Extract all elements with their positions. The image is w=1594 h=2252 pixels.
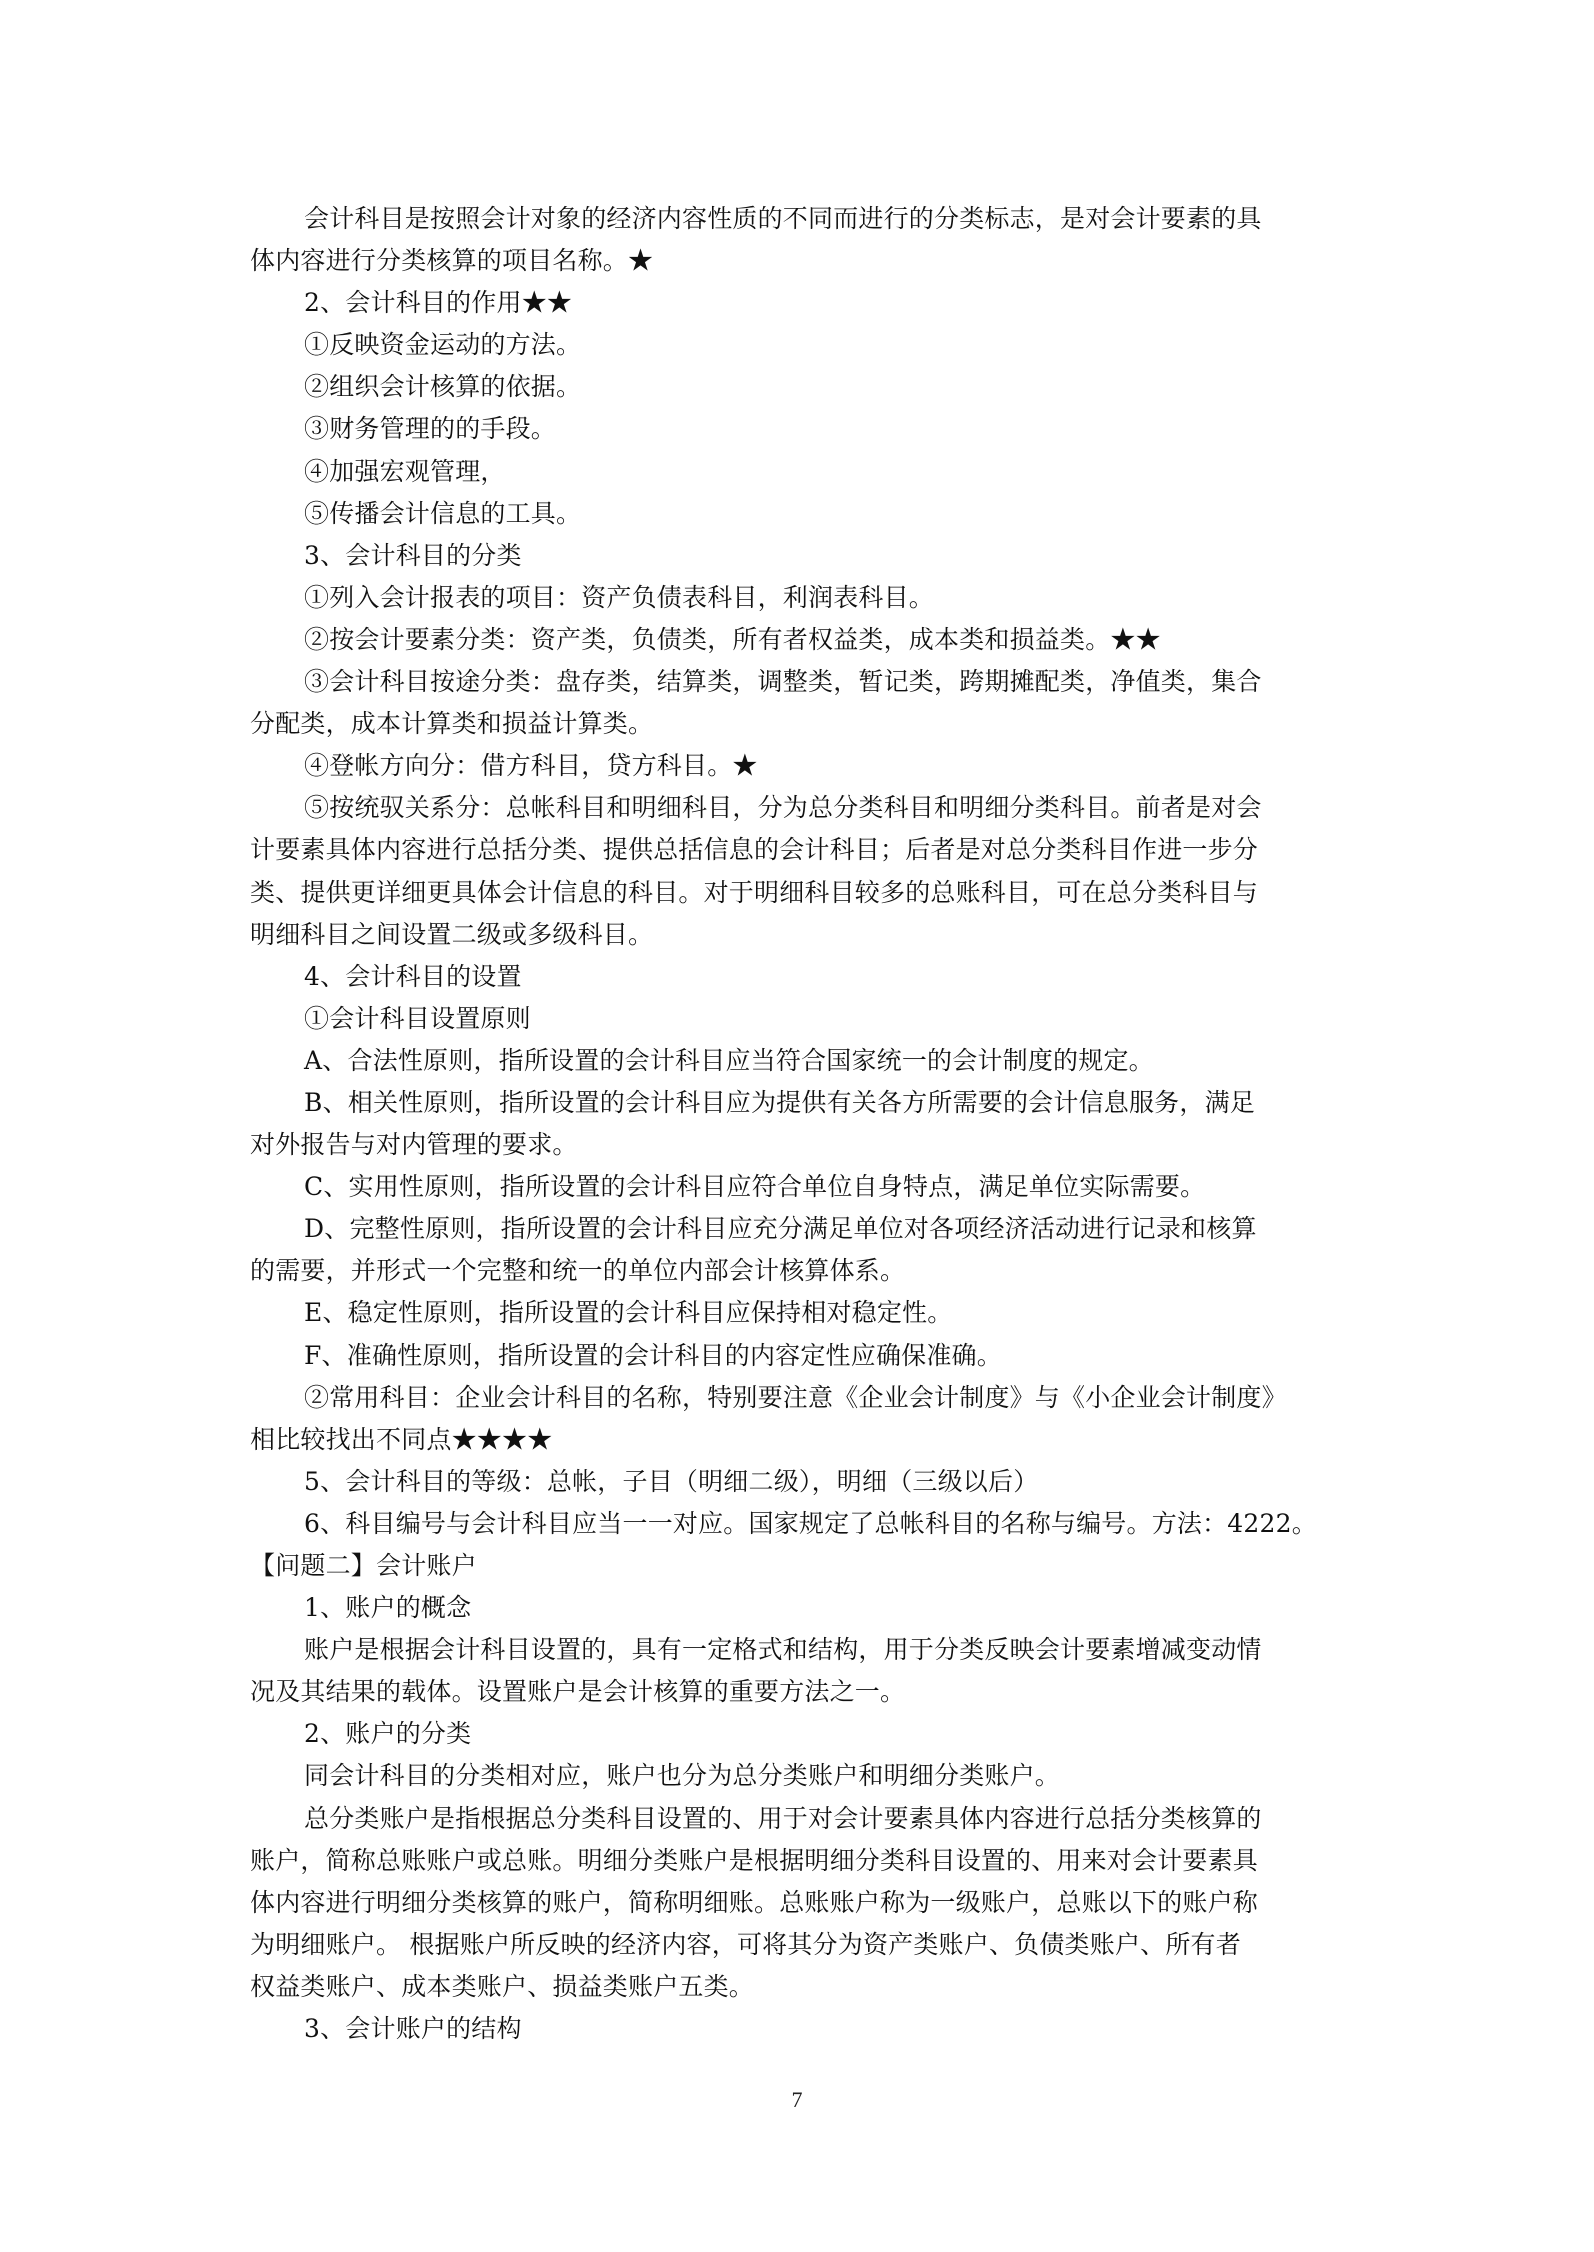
list-item: ①列入会计报表的项目：资产负债表科目，利润表科目。	[304, 582, 935, 612]
list-item: ②常用科目：企业会计科目的名称，特别要注意《企业会计制度》与《小企业会计制度》	[304, 1382, 1287, 1412]
paragraph-line: 计要素具体内容进行总括分类、提供总括信息的会计科目；后者是对总分类科目作进一步分	[250, 835, 1259, 865]
paragraph-line: 账户，简称总账账户或总账。明细分类账户是根据明细分类科目设置的、用来对会计要素具	[250, 1845, 1259, 1875]
paragraph-line: 为明细账户。 根据账户所反映的经济内容，可将其分为资产类账户、负债类账户、所有者	[250, 1929, 1241, 1959]
section-heading: 6、科目编号与会计科目应当一一对应。国家规定了总帐科目的名称与编号。方法：4222。	[304, 1508, 1317, 1538]
paragraph-line: 相比较找出不同点★★★★	[250, 1424, 553, 1454]
paragraph-line: 况及其结果的载体。设置账户是会计核算的重要方法之一。	[250, 1677, 906, 1707]
page-number: 7	[791, 2087, 803, 2112]
list-item: ③会计科目按途分类：盘存类，结算类，调整类，暂记类，跨期摊配类，净值类，集合	[304, 667, 1262, 697]
list-item: E、稳定性原则，指所设置的会计科目应保持相对稳定性。	[304, 1298, 953, 1328]
section-heading: 5、会计科目的等级：总帐，子目（明细二级），明细（三级以后）	[304, 1466, 1039, 1496]
paragraph-line: 类、提供更详细更具体会计信息的科目。对于明细科目较多的总账科目，可在总分类科目与	[250, 877, 1259, 907]
paragraph-line: 体内容进行分类核算的项目名称。★	[250, 246, 654, 276]
paragraph-line: 的需要，并形式一个完整和统一的单位内部会计核算体系。	[250, 1256, 906, 1286]
section-heading: 3、会计科目的分类	[304, 540, 522, 570]
question-heading: 【问题二】会计账户	[250, 1551, 477, 1580]
list-item: ②按会计要素分类：资产类，负债类，所有者权益类，成本类和损益类。★★	[304, 624, 1161, 654]
list-item: B、相关性原则，指所设置的会计科目应为提供有关各方所需要的会计信息服务，满足	[304, 1087, 1255, 1117]
list-item: ④登帐方向分：借方科目，贷方科目。★	[304, 751, 758, 781]
section-heading: 3、会计账户的结构	[304, 2014, 522, 2044]
section-heading: 2、会计科目的作用★★	[304, 288, 573, 318]
section-heading: 1、账户的概念	[304, 1593, 472, 1623]
list-item: ②组织会计核算的依据。	[304, 372, 582, 402]
section-heading: 4、会计科目的设置	[304, 961, 522, 991]
paragraph-line: 账户是根据会计科目设置的，具有一定格式和结构，用于分类反映会计要素增减变动情	[304, 1635, 1262, 1665]
paragraph-line: 体内容进行明细分类核算的账户，简称明细账。总账账户称为一级账户，总账以下的账户称	[250, 1887, 1259, 1917]
list-item: F、准确性原则，指所设置的会计科目的内容定性应确保准确。	[304, 1340, 1002, 1370]
paragraph-line: 权益类账户、成本类账户、损益类账户五类。	[250, 1971, 755, 2001]
paragraph-line: 会计科目是按照会计对象的经济内容性质的不同而进行的分类标志，是对会计要素的具	[304, 204, 1262, 233]
list-item: ③财务管理的的手段。	[304, 414, 557, 444]
document-body	[250, 198, 1350, 2050]
section-heading: 2、账户的分类	[304, 1719, 472, 1749]
list-item: D、完整性原则，指所设置的会计科目应充分满足单位对各项经济活动进行记录和核算	[304, 1214, 1257, 1244]
paragraph-line: 对外报告与对内管理的要求。	[250, 1130, 578, 1160]
list-item: C、实用性原则，指所设置的会计科目应符合单位自身特点，满足单位实际需要。	[304, 1172, 1206, 1202]
list-item: A、合法性原则，指所设置的会计科目应当符合国家统一的会计制度的规定。	[304, 1045, 1154, 1075]
list-item: ⑤按统驭关系分：总帐科目和明细科目，分为总分类科目和明细分类科目。前者是对会	[304, 793, 1262, 823]
paragraph-line: 同会计科目的分类相对应，账户也分为总分类账户和明细分类账户。	[304, 1761, 1061, 1791]
paragraph-line: 总分类账户是指根据总分类科目设置的、用于对会计要素具体内容进行总括分类核算的	[304, 1803, 1262, 1833]
list-item: ⑤传播会计信息的工具。	[304, 498, 582, 528]
paragraph-line: 分配类，成本计算类和损益计算类。	[250, 709, 654, 739]
list-item: ④加强宏观管理，	[304, 456, 506, 486]
list-item: ①会计科目设置原则	[304, 1003, 531, 1033]
paragraph-line: 明细科目之间设置二级或多级科目。	[250, 919, 654, 949]
list-item: ①反映资金运动的方法。	[304, 330, 582, 360]
